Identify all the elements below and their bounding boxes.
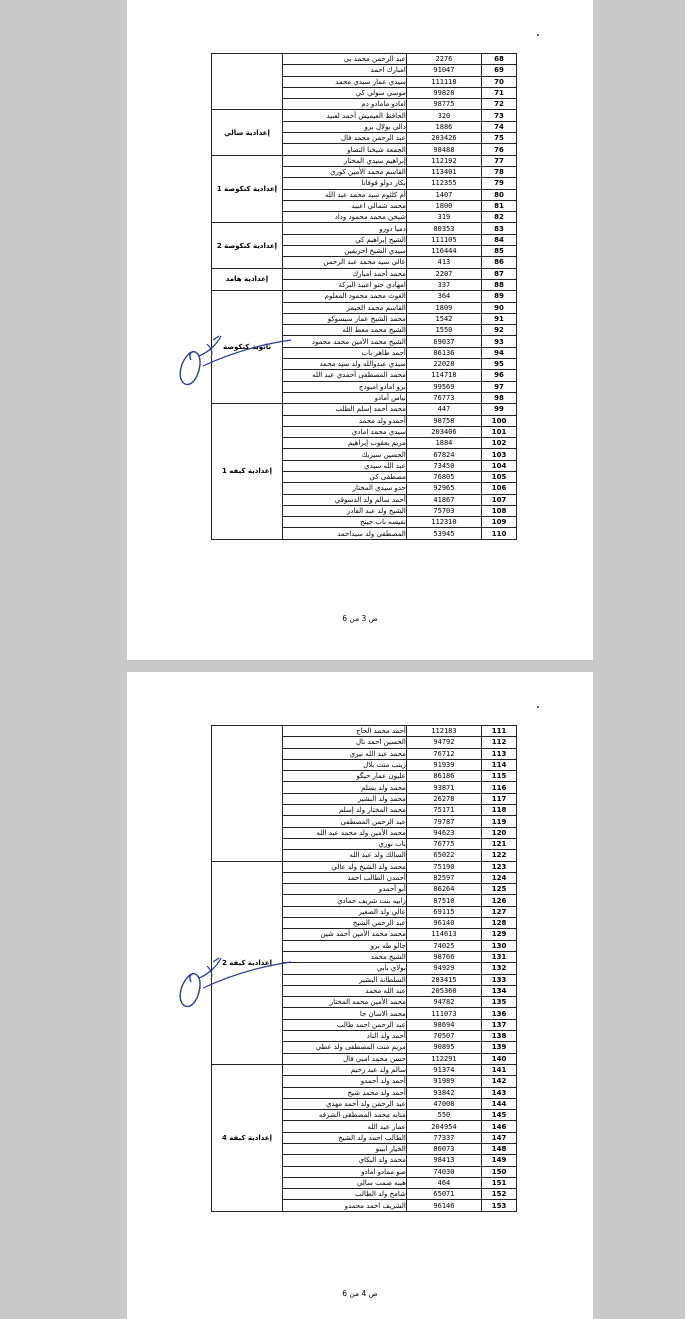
candidate-code: 94782 bbox=[406, 997, 481, 1008]
table-row bbox=[212, 861, 517, 872]
candidate-code: 1407 bbox=[406, 189, 481, 200]
row-number: 133 bbox=[482, 974, 517, 985]
candidate-code: 112355 bbox=[406, 178, 481, 189]
candidate-code: 1809 bbox=[406, 302, 481, 313]
candidate-name: السالك ولد عبد الله bbox=[282, 850, 406, 861]
row-number: 122 bbox=[482, 850, 517, 861]
candidate-code: 1800 bbox=[406, 200, 481, 211]
candidate-name: عبد الرحمن المصطفى bbox=[282, 816, 406, 827]
candidate-code: 98766 bbox=[406, 951, 481, 962]
table-row bbox=[212, 155, 517, 166]
candidate-name: عمار عبد الله bbox=[282, 1121, 406, 1132]
candidate-name: سيدي عبدوالله ولد سيد محمد bbox=[282, 359, 406, 370]
candidate-code: 74025 bbox=[406, 940, 481, 951]
table-row bbox=[212, 726, 517, 737]
candidate-code: 111073 bbox=[406, 1008, 481, 1019]
candidate-name: جالو طه برو bbox=[282, 940, 406, 951]
candidate-name: أحمد سالم ولد الدسوقي bbox=[282, 494, 406, 505]
row-number: 96 bbox=[482, 370, 517, 381]
candidate-code: 69115 bbox=[406, 906, 481, 917]
candidate-name: هيبه صمب سالي bbox=[282, 1177, 406, 1188]
candidate-name: موسي سولي كي bbox=[282, 87, 406, 98]
candidate-name: باب نوري bbox=[282, 838, 406, 849]
table-row bbox=[212, 268, 517, 279]
candidate-code: 76712 bbox=[406, 748, 481, 759]
row-number: 74 bbox=[482, 121, 517, 132]
candidates-table bbox=[211, 53, 517, 540]
school-group-label bbox=[212, 54, 283, 110]
candidate-code: 53945 bbox=[406, 528, 481, 539]
row-number: 116 bbox=[482, 782, 517, 793]
candidate-code: 111118 bbox=[406, 76, 481, 87]
candidate-code: 364 bbox=[406, 291, 481, 302]
candidate-name: محمد ولد البكاي bbox=[282, 1155, 406, 1166]
row-number: 147 bbox=[482, 1132, 517, 1143]
candidate-name: الشيخ محمد معط الله bbox=[282, 325, 406, 336]
row-number: 100 bbox=[482, 415, 517, 426]
row-number: 93 bbox=[482, 336, 517, 347]
school-group-label: إعدادية كنكوصة 1 bbox=[212, 155, 283, 223]
row-number: 153 bbox=[482, 1200, 517, 1211]
candidate-name: زينب منت بلال bbox=[282, 759, 406, 770]
row-number: 106 bbox=[482, 483, 517, 494]
candidate-code: 98775 bbox=[406, 99, 481, 110]
school-group-label: إعدادية هامد bbox=[212, 268, 283, 291]
candidate-name: إبراهيم سيدي المختار bbox=[282, 155, 406, 166]
candidate-code: 99828 bbox=[406, 87, 481, 98]
row-number: 69 bbox=[482, 65, 517, 76]
candidate-code: 86264 bbox=[406, 884, 481, 895]
row-number: 118 bbox=[482, 805, 517, 816]
table-row bbox=[212, 1064, 517, 1075]
candidate-name: عبد الله محمد bbox=[282, 985, 406, 996]
candidate-name: محمد المختار ولد إسلم bbox=[282, 805, 406, 816]
candidate-name: الطالب احمد ولد الشيخ bbox=[282, 1132, 406, 1143]
candidate-code: 76805 bbox=[406, 471, 481, 482]
candidate-code: 47008 bbox=[406, 1098, 481, 1109]
candidate-code: 22028 bbox=[406, 359, 481, 370]
row-number: 82 bbox=[482, 212, 517, 223]
candidate-name: امهادي حنو اعبيد البركة bbox=[282, 279, 406, 290]
candidate-name: أحمد ولد أحمدو bbox=[282, 1076, 406, 1087]
candidate-name: محمد ولد البشير bbox=[282, 793, 406, 804]
candidate-name: منايه محمد المصطفى الشرفه bbox=[282, 1110, 406, 1121]
candidate-name: امبارك احمد bbox=[282, 65, 406, 76]
candidate-code: 112310 bbox=[406, 517, 481, 528]
row-number: 148 bbox=[482, 1143, 517, 1154]
candidate-name: مريم منت المصطفى ولد عطي bbox=[282, 1042, 406, 1053]
candidate-name: دالي بولال برو bbox=[282, 121, 406, 132]
candidate-code: 96146 bbox=[406, 1200, 481, 1211]
candidate-name: محمد أحمد امبارك bbox=[282, 268, 406, 279]
candidate-name: القاسم محمد الحيمر bbox=[282, 302, 406, 313]
candidate-name: برو امادو امبودج bbox=[282, 381, 406, 392]
candidate-name: حدو سيدي المختار bbox=[282, 483, 406, 494]
row-number: 77 bbox=[482, 155, 517, 166]
candidate-code: 67824 bbox=[406, 449, 481, 460]
candidate-name: عالي ولد الصغير bbox=[282, 906, 406, 917]
row-number: 72 bbox=[482, 99, 517, 110]
candidate-name: محمد المصطفى أحمدي عبد الله bbox=[282, 370, 406, 381]
candidate-name: عبد الرحمن احمد طالب bbox=[282, 1019, 406, 1030]
row-number: 105 bbox=[482, 471, 517, 482]
row-number: 144 bbox=[482, 1098, 517, 1109]
table-row bbox=[212, 404, 517, 415]
candidate-name: الغوث محمد محمود المعلوم bbox=[282, 291, 406, 302]
candidate-code: 74030 bbox=[406, 1166, 481, 1177]
row-number: 152 bbox=[482, 1189, 517, 1200]
candidate-name: عبد الرحمن محمد فال bbox=[282, 133, 406, 144]
candidate-name: الشيخ إبراهيم كي bbox=[282, 234, 406, 245]
row-number: 89 bbox=[482, 291, 517, 302]
row-number: 114 bbox=[482, 759, 517, 770]
candidate-name: مصطفى كي bbox=[282, 471, 406, 482]
signature-mark bbox=[173, 944, 293, 1016]
row-number: 78 bbox=[482, 166, 517, 177]
candidate-name: الحافظ العيميش أحمد لعبيد bbox=[282, 110, 406, 121]
candidate-code: 413 bbox=[406, 257, 481, 268]
candidate-code: 86186 bbox=[406, 771, 481, 782]
candidate-code: 79787 bbox=[406, 816, 481, 827]
row-number: 130 bbox=[482, 940, 517, 951]
candidate-name: دميا دورو bbox=[282, 223, 406, 234]
row-number: 134 bbox=[482, 985, 517, 996]
row-number: 80 bbox=[482, 189, 517, 200]
row-number: 76 bbox=[482, 144, 517, 155]
candidate-code: 1884 bbox=[406, 438, 481, 449]
candidate-code: 87510 bbox=[406, 895, 481, 906]
document-page-3 bbox=[127, 0, 593, 660]
candidate-name: أحمد محمد الحاج bbox=[282, 726, 406, 737]
candidate-name: الشريف احمد محمدو bbox=[282, 1200, 406, 1211]
school-group-label bbox=[212, 726, 283, 862]
candidate-code: 94792 bbox=[406, 737, 481, 748]
row-number: 145 bbox=[482, 1110, 517, 1121]
candidate-code: 337 bbox=[406, 279, 481, 290]
candidate-name: نفيسه باب جينج bbox=[282, 517, 406, 528]
document-page-4 bbox=[127, 672, 593, 1319]
row-number: 129 bbox=[482, 929, 517, 940]
candidate-code: 75703 bbox=[406, 505, 481, 516]
row-number: 86 bbox=[482, 257, 517, 268]
candidate-name: حسن محمد امبي فال bbox=[282, 1053, 406, 1064]
candidate-name: الحسين احمد تال bbox=[282, 737, 406, 748]
candidate-code: 319 bbox=[406, 212, 481, 223]
candidate-code: 96140 bbox=[406, 918, 481, 929]
candidate-code: 203426 bbox=[406, 133, 481, 144]
candidate-name: محمد محمد الأمين أحمد شين bbox=[282, 929, 406, 940]
row-number: 98 bbox=[482, 392, 517, 403]
candidate-name: عبد الرحمن الشيخ bbox=[282, 918, 406, 929]
row-number: 95 bbox=[482, 359, 517, 370]
row-number: 68 bbox=[482, 54, 517, 65]
candidate-name: محمد الشيخ عمار سيسوكو bbox=[282, 313, 406, 324]
candidate-code: 112192 bbox=[406, 155, 481, 166]
row-number: 146 bbox=[482, 1121, 517, 1132]
candidate-name: عبد الرحمن محمد بي bbox=[282, 54, 406, 65]
row-number: 140 bbox=[482, 1053, 517, 1064]
candidate-name: أحمد ولد الناد bbox=[282, 1031, 406, 1042]
row-number: 108 bbox=[482, 505, 517, 516]
row-number: 150 bbox=[482, 1166, 517, 1177]
candidate-code: 73450 bbox=[406, 460, 481, 471]
row-number: 149 bbox=[482, 1155, 517, 1166]
candidate-code: 86073 bbox=[406, 1143, 481, 1154]
candidate-name: الشيخ محمد الأمين محمد محمود bbox=[282, 336, 406, 347]
row-number: 87 bbox=[482, 268, 517, 279]
row-number: 124 bbox=[482, 872, 517, 883]
school-group-label: إعدادية سالي bbox=[212, 110, 283, 155]
candidate-code: 75171 bbox=[406, 805, 481, 816]
candidate-code: 86136 bbox=[406, 347, 481, 358]
row-number: 109 bbox=[482, 517, 517, 528]
row-number: 85 bbox=[482, 246, 517, 257]
candidate-name: صو ممادو امادو bbox=[282, 1166, 406, 1177]
row-number: 142 bbox=[482, 1076, 517, 1087]
candidate-code: 91989 bbox=[406, 1076, 481, 1087]
candidate-name: الخيار ابيبو bbox=[282, 1143, 406, 1154]
row-number: 120 bbox=[482, 827, 517, 838]
candidate-name: محمد عبد الله نيري bbox=[282, 748, 406, 759]
candidate-name: شامخ ولد الطالب bbox=[282, 1189, 406, 1200]
school-group-label: إعدادية كيفه 4 bbox=[212, 1064, 283, 1211]
table-row bbox=[212, 223, 517, 234]
candidate-name: شيخن محمد محمود وداد bbox=[282, 212, 406, 223]
candidate-code: 91047 bbox=[406, 65, 481, 76]
row-number: 136 bbox=[482, 1008, 517, 1019]
row-number: 141 bbox=[482, 1064, 517, 1075]
row-number: 135 bbox=[482, 997, 517, 1008]
row-number: 75 bbox=[482, 133, 517, 144]
candidate-code: 41867 bbox=[406, 494, 481, 505]
row-number: 138 bbox=[482, 1031, 517, 1042]
row-number: 71 bbox=[482, 87, 517, 98]
candidate-name: سيدي محمد امادي bbox=[282, 426, 406, 437]
candidate-name: محمد ولد الشيخ ولد عالي bbox=[282, 861, 406, 872]
candidate-code: 205360 bbox=[406, 985, 481, 996]
school-group-label: إعدادية كيفه 1 bbox=[212, 404, 283, 540]
table-row bbox=[212, 110, 517, 121]
row-number: 84 bbox=[482, 234, 517, 245]
candidate-name: امادو مامادو دم bbox=[282, 99, 406, 110]
candidate-name: الحسين سيريك bbox=[282, 449, 406, 460]
candidate-name: أم كلثوم سيد محمد عبد الله bbox=[282, 189, 406, 200]
candidate-code: 2207 bbox=[406, 268, 481, 279]
row-number: 92 bbox=[482, 325, 517, 336]
row-number: 151 bbox=[482, 1177, 517, 1188]
row-number: 117 bbox=[482, 793, 517, 804]
candidate-code: 26278 bbox=[406, 793, 481, 804]
candidate-code: 91374 bbox=[406, 1064, 481, 1075]
row-number: 121 bbox=[482, 838, 517, 849]
candidate-code: 113401 bbox=[406, 166, 481, 177]
candidate-code: 82597 bbox=[406, 872, 481, 883]
candidate-code: 320 bbox=[406, 110, 481, 121]
candidate-code: 550 bbox=[406, 1110, 481, 1121]
candidate-code: 77337 bbox=[406, 1132, 481, 1143]
candidate-name: أحمد طاهر باب bbox=[282, 347, 406, 358]
row-number: 102 bbox=[482, 438, 517, 449]
candidate-name: رابيه بنت شريف حمادي bbox=[282, 895, 406, 906]
candidate-code: 98758 bbox=[406, 415, 481, 426]
row-number: 103 bbox=[482, 449, 517, 460]
candidate-code: 76773 bbox=[406, 392, 481, 403]
row-number: 90 bbox=[482, 302, 517, 313]
candidate-name: نياس أمادو bbox=[282, 392, 406, 403]
candidate-code: 70507 bbox=[406, 1031, 481, 1042]
candidate-code: 69037 bbox=[406, 336, 481, 347]
speck bbox=[537, 706, 539, 708]
candidate-name: محمد الأمين ولد محمد عبد الله bbox=[282, 827, 406, 838]
candidate-name: عبد الله سيدي bbox=[282, 460, 406, 471]
candidate-name: أبو أحمدو bbox=[282, 884, 406, 895]
row-number: 73 bbox=[482, 110, 517, 121]
row-number: 88 bbox=[482, 279, 517, 290]
signature-mark bbox=[173, 322, 293, 394]
candidate-code: 464 bbox=[406, 1177, 481, 1188]
candidate-code: 1542 bbox=[406, 313, 481, 324]
row-number: 110 bbox=[482, 528, 517, 539]
row-number: 143 bbox=[482, 1087, 517, 1098]
candidate-name: بولاي بابي bbox=[282, 963, 406, 974]
row-number: 123 bbox=[482, 861, 517, 872]
candidate-name: عليون عمار جيگو bbox=[282, 771, 406, 782]
candidate-code: 447 bbox=[406, 404, 481, 415]
candidate-code: 1550 bbox=[406, 325, 481, 336]
candidate-name: بكار دولو فوفانا bbox=[282, 178, 406, 189]
candidate-code: 111105 bbox=[406, 234, 481, 245]
candidate-name: المصطفى ولد سيداحمد bbox=[282, 528, 406, 539]
candidate-code: 94929 bbox=[406, 963, 481, 974]
school-group-label: ثانوية كنكوصة bbox=[212, 291, 283, 404]
school-group-label: إعدادية كنكوصة 2 bbox=[212, 223, 283, 268]
candidate-name: أحمدن الطالب احمد bbox=[282, 872, 406, 883]
row-number: 125 bbox=[482, 884, 517, 895]
candidate-code: 90895 bbox=[406, 1042, 481, 1053]
candidate-name: مريم يعقوب إبراهيم bbox=[282, 438, 406, 449]
table-row bbox=[212, 54, 517, 65]
row-number: 127 bbox=[482, 906, 517, 917]
row-number: 94 bbox=[482, 347, 517, 358]
candidate-code: 65071 bbox=[406, 1189, 481, 1200]
candidate-code: 99569 bbox=[406, 381, 481, 392]
row-number: 79 bbox=[482, 178, 517, 189]
candidate-code: 98694 bbox=[406, 1019, 481, 1030]
candidate-name: أحمد ولد محمد شيخ bbox=[282, 1087, 406, 1098]
row-number: 81 bbox=[482, 200, 517, 211]
candidate-code: 112183 bbox=[406, 726, 481, 737]
candidate-name: محمد الأمين محمد المختار bbox=[282, 997, 406, 1008]
candidate-code: 116444 bbox=[406, 246, 481, 257]
candidate-code: 114718 bbox=[406, 370, 481, 381]
candidate-code: 203406 bbox=[406, 426, 481, 437]
candidate-name: سيدي الشيخ احريفين bbox=[282, 246, 406, 257]
row-number: 119 bbox=[482, 816, 517, 827]
candidate-name: سالم ولد عبد رحيم bbox=[282, 1064, 406, 1075]
candidate-code: 92965 bbox=[406, 483, 481, 494]
candidate-code: 204954 bbox=[406, 1121, 481, 1132]
row-number: 126 bbox=[482, 895, 517, 906]
row-number: 97 bbox=[482, 381, 517, 392]
candidate-code: 93842 bbox=[406, 1087, 481, 1098]
row-number: 132 bbox=[482, 963, 517, 974]
candidate-name: السلطانة البشير bbox=[282, 974, 406, 985]
candidate-code: 93871 bbox=[406, 782, 481, 793]
candidate-name: محمد الاسان جا bbox=[282, 1008, 406, 1019]
candidate-code: 114613 bbox=[406, 929, 481, 940]
candidate-name: محمد أحمد إسلم الطلب bbox=[282, 404, 406, 415]
row-number: 113 bbox=[482, 748, 517, 759]
candidate-code: 203415 bbox=[406, 974, 481, 985]
page-footer: ص 3 من 6 bbox=[342, 614, 378, 623]
speck bbox=[537, 34, 539, 36]
candidate-name: عالي سيد محمد عبد الرحمن bbox=[282, 257, 406, 268]
candidate-name: عبد الرحمن ولد أحمد مهدي bbox=[282, 1098, 406, 1109]
page-footer: ص 4 من 6 bbox=[342, 1289, 378, 1298]
candidate-code: 2276 bbox=[406, 54, 481, 65]
row-number: 115 bbox=[482, 771, 517, 782]
candidate-name: سيدي عمار سيدي محمد bbox=[282, 76, 406, 87]
row-number: 128 bbox=[482, 918, 517, 929]
candidate-name: محمد شمالي اعبيد bbox=[282, 200, 406, 211]
candidate-code: 94623 bbox=[406, 827, 481, 838]
row-number: 104 bbox=[482, 460, 517, 471]
row-number: 137 bbox=[482, 1019, 517, 1030]
candidate-name: الشيخ ولد عبد القادر bbox=[282, 505, 406, 516]
candidate-name: أحمدو ولد محمد bbox=[282, 415, 406, 426]
row-number: 111 bbox=[482, 726, 517, 737]
row-number: 99 bbox=[482, 404, 517, 415]
table-row bbox=[212, 291, 517, 302]
school-group-label: إعدادية كيفه 2 bbox=[212, 861, 283, 1064]
candidate-code: 1886 bbox=[406, 121, 481, 132]
row-number: 83 bbox=[482, 223, 517, 234]
candidate-code: 91939 bbox=[406, 759, 481, 770]
candidate-code: 75190 bbox=[406, 861, 481, 872]
row-number: 70 bbox=[482, 76, 517, 87]
row-number: 139 bbox=[482, 1042, 517, 1053]
candidate-code: 80353 bbox=[406, 223, 481, 234]
candidate-name: محمد ولد بسلم bbox=[282, 782, 406, 793]
candidate-code: 98488 bbox=[406, 144, 481, 155]
row-number: 101 bbox=[482, 426, 517, 437]
candidate-code: 65022 bbox=[406, 850, 481, 861]
candidate-code: 112291 bbox=[406, 1053, 481, 1064]
candidate-name: القاسم محمد الأمين كوري bbox=[282, 166, 406, 177]
candidate-code: 98413 bbox=[406, 1155, 481, 1166]
row-number: 112 bbox=[482, 737, 517, 748]
row-number: 131 bbox=[482, 951, 517, 962]
candidate-name: الجمعة شيخنا النضاو bbox=[282, 144, 406, 155]
row-number: 107 bbox=[482, 494, 517, 505]
candidate-code: 76775 bbox=[406, 838, 481, 849]
row-number: 91 bbox=[482, 313, 517, 324]
candidate-name: الشيخ محمد bbox=[282, 951, 406, 962]
